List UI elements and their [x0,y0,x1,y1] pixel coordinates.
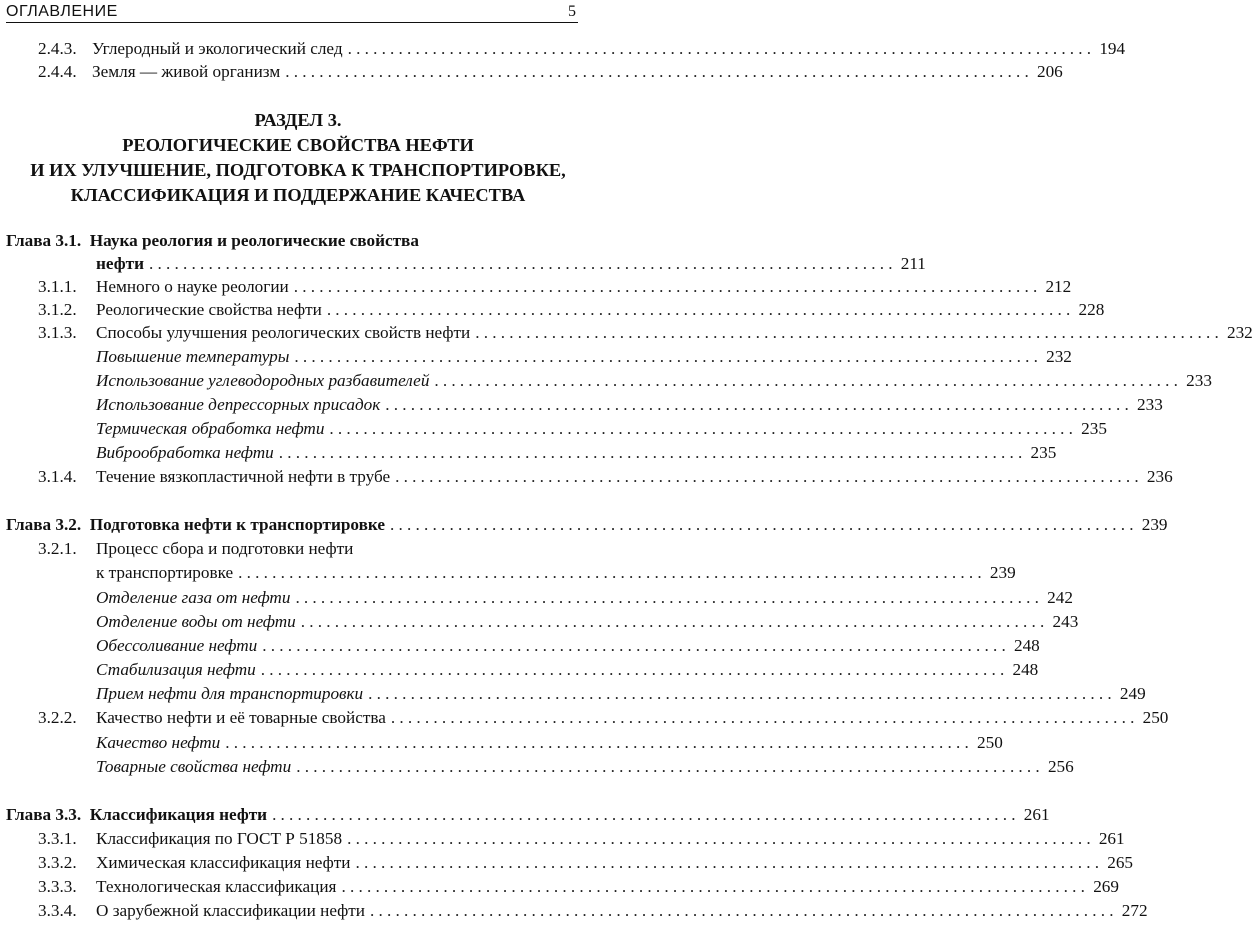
leader-dots: ........................................................................................ [272,805,1020,824]
subentry-title: Прием нефти для транспортировки [96,683,368,705]
entry-title: Реологические свойства нефти [96,299,327,321]
toc-entry [38,466,1173,488]
subentry-title: Отделение воды от нефти [96,611,301,633]
toc-entry [38,707,1169,729]
entry-title: Технологическая классификация [96,876,341,898]
subentry-title: Термическая обработка нефти [96,418,329,440]
entry-number: 3.1.3. [38,323,77,342]
leader-dots: ........................................................................................ [347,39,1096,58]
entry-page: 250 [973,732,1003,754]
entry-page: 236 [1143,466,1173,488]
section-heading-line: И ИХ УЛУЧШЕНИЕ, ПОДГОТОВКА К ТРАНСПОРТИРОВКЕ, [30,160,566,180]
leader-dots: ........................................................................................ [326,300,1075,319]
toc-subentry [96,418,1107,440]
entry-page: 212 [1041,276,1071,298]
subentry-title: Отделение газа от нефти [96,587,295,609]
entry-number: 3.2.2. [38,708,77,727]
entry-title: Немного о науке реологии [96,276,294,298]
entry-page: 239 [986,562,1016,584]
toc-entry [38,828,1125,850]
toc-entry [38,876,1119,898]
subentry-title: Повышение температуры [96,346,294,368]
leader-dots: ........................................................................................ [293,277,1042,296]
leader-dots: ........................................................................................ [385,395,1134,414]
toc-subentry [96,756,1074,778]
leader-dots: ........................................................................................ [355,853,1104,872]
toc-entry [96,253,926,275]
subentry-title: Товарные свойства нефти [96,756,296,778]
entry-page: 250 [1139,707,1169,729]
entry-page: 233 [1133,394,1163,416]
leader-dots: ........................................................................................ [285,62,1033,81]
entry-title: Углеродный и экологический след [92,38,348,60]
entry-title-cont: к транспортировке [96,562,238,584]
running-title: ОГЛАВЛЕНИЕ [6,3,118,20]
entry-number: 3.1.4. [38,467,77,486]
entry-title: Процесс сбора и подготовки нефти [96,539,354,558]
entry-page: 256 [1044,756,1074,778]
leader-dots: ........................................................................................ [148,254,897,273]
leader-dots: ........................................................................................ [295,588,1044,607]
chapter-heading [6,230,419,252]
chapter-heading [6,804,1050,826]
chapter-title: Классификация нефти [89,805,268,824]
entry-page: 232 [1042,346,1072,368]
leader-dots: ........................................................................................ [368,684,1116,703]
toc-subentry [96,346,1072,368]
subentry-title: Стабилизация нефти [96,659,261,681]
toc-subentry [96,611,1079,633]
chapter-title-cont: нефти [96,253,149,275]
entry-page: 242 [1043,587,1073,609]
leader-dots: ........................................................................................ [300,612,1049,631]
toc-entry [38,299,1105,321]
entry-page: 233 [1182,370,1212,392]
section-heading-line: РАЗДЕЛ 3. [254,110,342,130]
entry-title: Земля — живой организм [92,61,285,83]
toc-entry [38,538,578,560]
toc-subentry [96,370,1212,392]
toc-subentry [96,732,1003,754]
entry-page: 235 [1077,418,1107,440]
entry-number: 2.4.3. [38,39,77,58]
entry-page: 211 [897,253,926,275]
entry-number: 2.4.4. [38,62,77,81]
entry-page: 228 [1075,299,1105,321]
toc-subentry [96,442,1057,464]
toc-subentry [96,659,1039,681]
entry-title: О зарубежной классификации нефти [96,900,370,922]
leader-dots: ........................................................................................ [434,371,1183,390]
entry-title: Способы улучшения реологических свойств нефти [96,322,475,344]
subentry-title: Использование углеводородных разбавителей [96,370,434,392]
leader-dots: ........................................................................................ [389,515,1138,534]
entry-number: 3.1.1. [38,277,77,296]
entry-title: Течение вязкопластичной нефти в трубе [96,466,395,488]
toc-subentry [96,683,1146,705]
entry-page: 243 [1049,611,1079,633]
entry-number: 3.3.3. [38,877,77,896]
leader-dots: ........................................................................................ [347,829,1095,848]
entry-number: 3.3.4. [38,901,77,920]
entry-page: 232 [1223,322,1253,344]
leader-dots: ........................................................................................ [370,901,1118,920]
toc-entry [38,852,1133,874]
leader-dots: ........................................................................................ [395,467,1143,486]
chapter-number: Глава 3.2. [6,515,82,534]
section-heading-line: РЕОЛОГИЧЕСКИЕ СВОЙСТВА НЕФТИ [122,135,474,155]
entry-title: Качество нефти и её товарные свойства [96,707,391,729]
toc-entry [38,276,1072,298]
chapter-number: Глава 3.3. [6,805,82,824]
leader-dots: ........................................................................................ [260,660,1009,679]
entry-number: 3.1.2. [38,300,77,319]
entry-page: 261 [1020,804,1050,826]
chapter-heading [6,514,1168,536]
subentry-title: Качество нефти [96,732,225,754]
leader-dots: ........................................................................................ [278,443,1027,462]
leader-dots: ........................................................................................ [225,733,973,752]
toc-entry [96,562,1016,584]
entry-page: 272 [1118,900,1148,922]
leader-dots: ........................................................................................ [296,757,1044,776]
entry-page: 248 [1010,635,1040,657]
leader-dots: ........................................................................................ [262,636,1010,655]
toc-entry [38,38,1126,60]
subentry-title: Обессоливание нефти [96,635,262,657]
leader-dots: ........................................................................................ [390,708,1139,727]
toc-entry [38,322,1253,344]
entry-page: 239 [1138,514,1168,536]
toc-subentry [96,394,1163,416]
leader-dots: ........................................................................................ [294,347,1043,366]
toc-subentry [96,635,1040,657]
section-heading-line: КЛАССИФИКАЦИЯ И ПОДДЕРЖАНИЕ КАЧЕСТВА [70,185,526,205]
entry-title: Классификация по ГОСТ Р 51858 [96,828,347,850]
leader-dots: ........................................................................................ [341,877,1090,896]
entry-number: 3.2.1. [38,539,77,558]
entry-page: 248 [1008,659,1038,681]
entry-page: 206 [1033,61,1063,83]
page-number: 5 [568,3,576,20]
leader-dots: ........................................................................................ [238,563,986,582]
leader-dots: ........................................................................................ [329,419,1078,438]
chapter-number: Глава 3.1. [6,231,82,250]
entry-page: 265 [1103,852,1133,874]
entry-number: 3.3.2. [38,853,77,872]
leader-dots: ........................................................................................ [475,323,1223,342]
subentry-title: Виброобработка нефти [96,442,279,464]
chapter-title: Подготовка нефти к транспортировке [89,515,385,534]
entry-page: 194 [1095,38,1125,60]
entry-page: 249 [1116,683,1146,705]
toc-entry [38,61,1063,83]
entry-page: 261 [1095,828,1125,850]
entry-title: Химическая классификация нефти [96,852,355,874]
page-header [6,2,578,23]
entry-number: 3.3.1. [38,829,77,848]
entry-page: 235 [1027,442,1057,464]
subentry-title: Использование депрессорных присадок [96,394,385,416]
toc-subentry [96,587,1073,609]
toc-entry [38,900,1148,922]
chapter-title: Наука реология и реологические свойства [89,231,419,250]
entry-page: 269 [1089,876,1119,898]
